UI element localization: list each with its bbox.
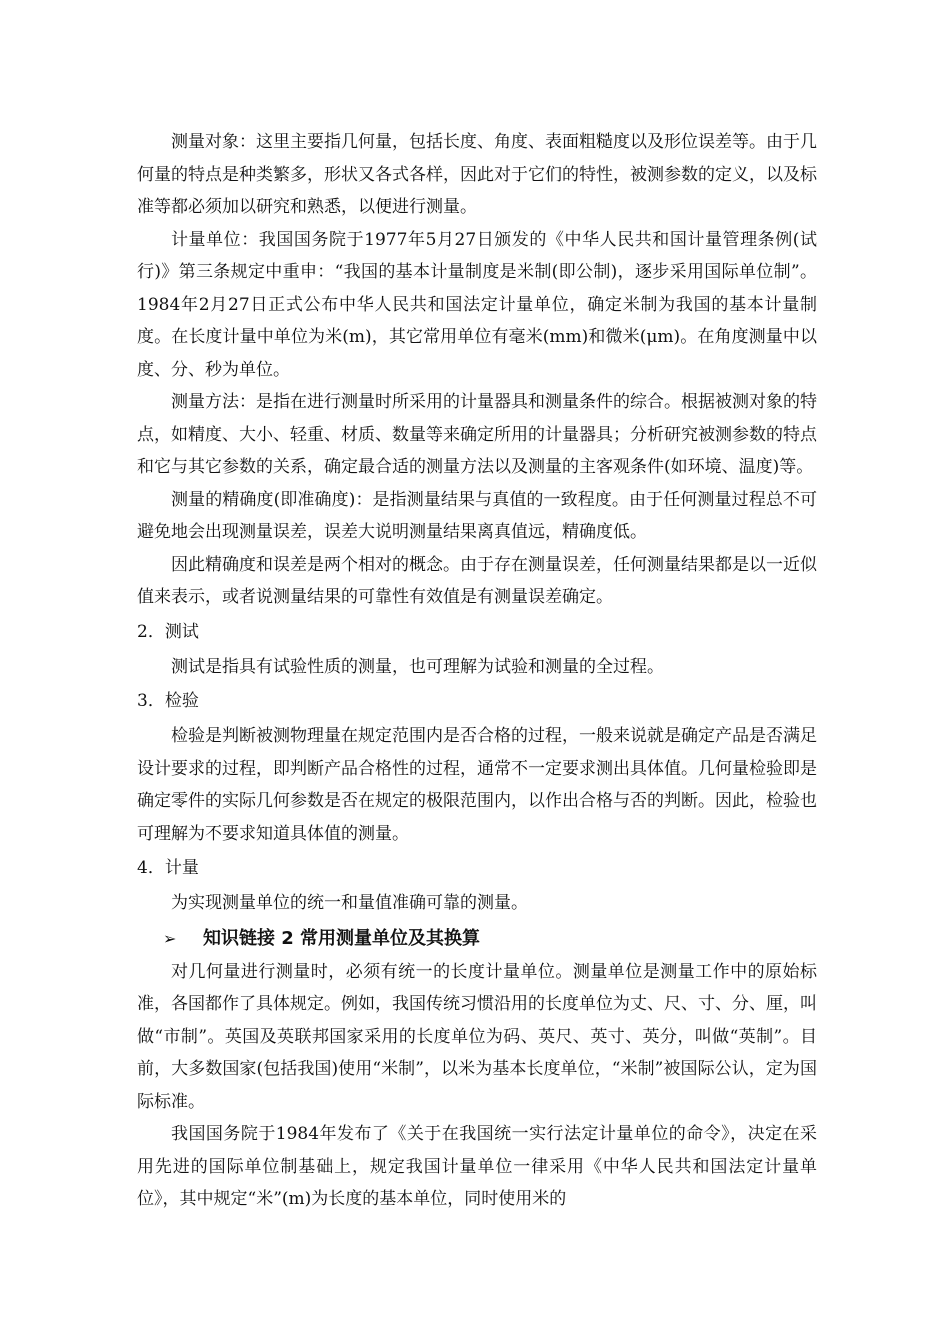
- paragraph-testing: 测试是指具有试验性质的测量，也可理解为试验和测量的全过程。: [171, 656, 664, 677]
- arrow-bullet-icon: ➢: [163, 928, 177, 948]
- paragraph-inspection: 检验是判断被测物理量在规定范围内是否合格的过程，一般来说就是确定产品是否满足设计要求的过程，即判断产品合格性的过程，通常不一定要求测出具体值。几何量检验即是确定零件的实际几何参数是否在规定的极限范围内，以作出合格与否的判断。因此，检验也可理解为不要求知道具体值的测量。: [137, 726, 817, 844]
- paragraph-measurement-object: 测量对象：这里主要指几何量，包括长度、角度、表面粗糙度以及形位误差等。由于几何量的特点是种类繁多，形状又各式各样，因此对于它们的特性，被测参数的定义，以及标准等都必须加以研究和熟悉，以便进行测量。: [137, 132, 817, 217]
- section-heading-inspection: 3．检验: [137, 691, 199, 711]
- section-heading-testing: 2．测试: [137, 621, 199, 642]
- knowledge-link-title: 知识链接 2 常用测量单位及其换算: [203, 927, 481, 949]
- paragraph-metrology: 为实现测量单位的统一和量值准确可靠的测量。: [171, 893, 528, 913]
- knowledge-link-heading: [137, 922, 817, 956]
- paragraph-measurement-accuracy: 测量的精确度(即准确度)：是指测量结果与真值的一致程度。由于任何测量过程总不可避免地会出现测量误差，误差大说明测量结果离真值远，精确度低。: [137, 489, 817, 542]
- section-heading-metrology: 4．计量: [137, 858, 199, 878]
- paragraph-measurement-method: 测量方法：是指在进行测量时所采用的计量器具和测量条件的综合。根据被测对象的特点，如精度、大小、轻重、材质、数量等来确定所用的计量器具；分析研究被测参数的特点和它与其它参数的关系，确定最合适的测量方法以及测量的主客观条件(如环境、温度)等。: [137, 392, 817, 477]
- paragraph-accuracy-and-error: 因此精确度和误差是两个相对的概念。由于存在测量误差，任何测量结果都是以一近似值来表示，或者说测量结果的可靠性有效值是有测量误差确定。: [137, 554, 817, 607]
- paragraph-measurement-unit: 计量单位：我国国务院于1977年5月27日颁发的《中华人民共和国计量管理条例(试行)》第三条规定中重申：“我国的基本计量制度是米制(即公制)，逐步采用国际单位制”。1984年2月27日正式公布中华人民共和国法定计量单位，确定米制为我国的基本计量制度。在长度计量中单位为米(m)，其它常用单位有毫米(mm)和微米(μm)。在角度测量中以度、分、秒为单位。: [137, 229, 817, 380]
- document-body: [137, 126, 817, 1216]
- paragraph-length-units-intro: 对几何量进行测量时，必须有统一的长度计量单位。测量单位是测量工作中的原始标准，各国都作了具体规定。例如，我国传统习惯沿用的长度单位为丈、尺、寸、分、厘，叫做“市制”。英国及英联邦国家采用的长度单位为码、英尺、英寸、英分，叫做“英制”。目前，大多数国家(包括我国)使用“米制”，以米为基本长度单位，“米制”被国际公认，定为国际标准。: [137, 961, 817, 1112]
- paragraph-legal-units: 我国国务院于1984年发布了《关于在我国统一实行法定计量单位的命令》，决定在采用先进的国际单位制基础上，规定我国计量单位一律采用《中华人民共和国法定计量单位》，其中规定“米”(m)为长度的基本单位，同时使用米的: [137, 1124, 817, 1209]
